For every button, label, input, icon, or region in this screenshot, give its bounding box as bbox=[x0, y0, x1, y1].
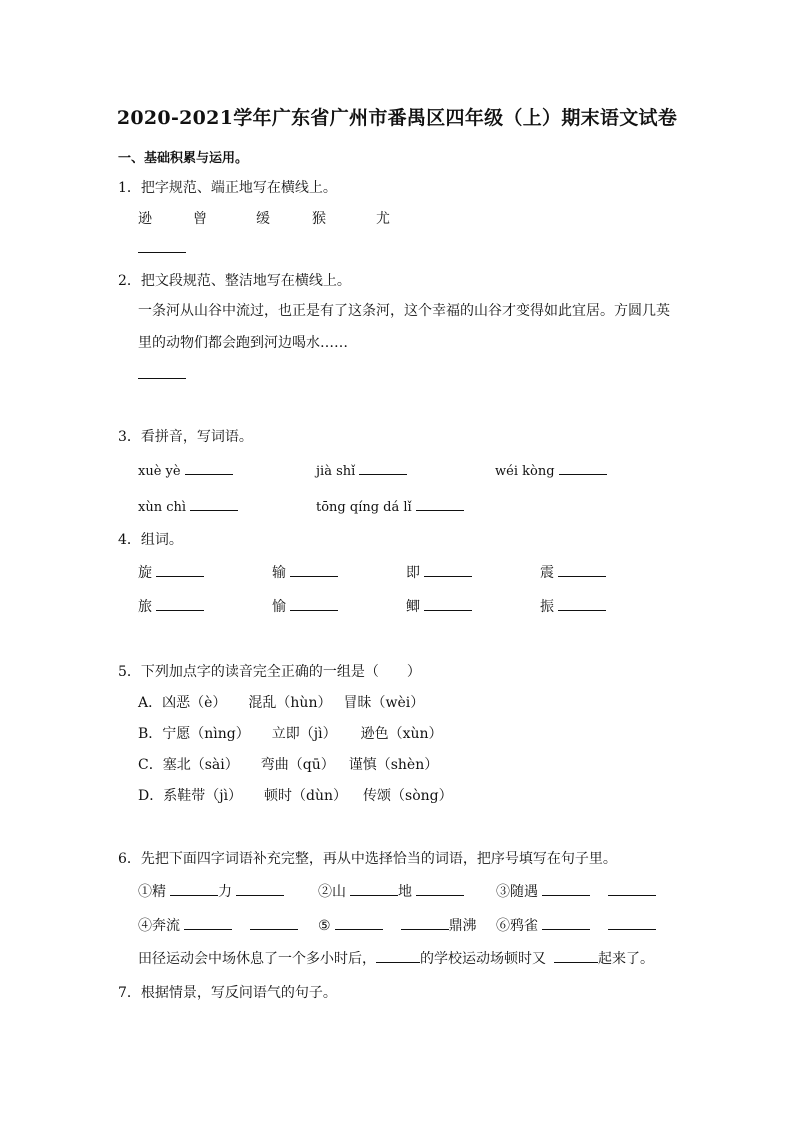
q2-answer-blank[interactable] bbox=[138, 364, 186, 379]
q3-blank[interactable] bbox=[190, 496, 238, 511]
q6-blank[interactable] bbox=[350, 881, 398, 896]
q5-option-a[interactable]: A．凶恶（è） 混乱（hùn） 冒昧（wèi） bbox=[138, 695, 425, 711]
q6-word-4: ④奔流 bbox=[138, 915, 298, 935]
q6-word-5: ⑤ 鼎沸 bbox=[318, 915, 477, 935]
q4-item bbox=[540, 562, 606, 582]
q4-char: 即 bbox=[406, 565, 420, 581]
q6-word-2: ②山 地 bbox=[318, 881, 464, 901]
q4-blank[interactable] bbox=[156, 596, 204, 611]
question-2-stem: 2．把文段规范、整洁地写在横线上。 bbox=[118, 273, 351, 289]
q4-char: 愉 bbox=[272, 599, 286, 615]
q3-item bbox=[316, 496, 464, 515]
section-heading: 一、基础积累与运用。 bbox=[118, 151, 249, 166]
q6-sentence-blank[interactable] bbox=[376, 948, 420, 963]
q1-char: 缓 bbox=[256, 211, 270, 227]
page-title: 2020-2021学年广东省广州市番禺区四年级（上）期末语文试卷 bbox=[116, 107, 678, 129]
question-5-stem: 5．下列加点字的读音完全正确的一组是（ ） bbox=[118, 664, 421, 680]
q6-word-3: ③随遇 bbox=[496, 881, 656, 901]
q4-char: 震 bbox=[540, 565, 554, 581]
q4-item bbox=[138, 596, 204, 616]
q4-char: 输 bbox=[272, 565, 286, 581]
q4-item bbox=[406, 596, 472, 616]
q2-passage-line: 里的动物们都会跑到河边喝水…… bbox=[138, 335, 348, 351]
q4-blank[interactable] bbox=[156, 562, 204, 577]
pinyin: jià shǐ bbox=[316, 464, 356, 479]
q6-blank[interactable] bbox=[401, 915, 449, 930]
q3-item bbox=[138, 460, 233, 479]
q6-blank[interactable] bbox=[250, 915, 298, 930]
q5-option-d[interactable]: D．系鞋带（jì） 顿时（dùn） 传颂（sòng） bbox=[138, 788, 453, 804]
q6-blank[interactable] bbox=[542, 915, 590, 930]
q6-blank[interactable] bbox=[170, 881, 218, 896]
pinyin: wéi kòng bbox=[495, 464, 555, 479]
q4-char: 旋 bbox=[138, 565, 152, 581]
q6-blank[interactable] bbox=[184, 915, 232, 930]
q5-option-b[interactable]: B．宁愿（nìng） 立即（jì） 逊色（xùn） bbox=[138, 726, 443, 742]
question-6-stem: 6．先把下面四字词语补充完整，再从中选择恰当的词语，把序号填写在句子里。 bbox=[118, 851, 617, 867]
q3-item bbox=[138, 496, 238, 515]
q3-blank[interactable] bbox=[416, 496, 464, 511]
q6-blank[interactable] bbox=[416, 881, 464, 896]
q5-option-c[interactable]: C．塞北（sài） 弯曲（qū） 谨慎（shèn） bbox=[138, 757, 439, 773]
q6-sentence: 田径运动会中场休息了一个多小时后， 的学校运动场顿时又 起来了。 bbox=[138, 948, 654, 968]
q1-char: 曾 bbox=[193, 211, 207, 227]
question-4-stem: 4．组词。 bbox=[118, 532, 183, 548]
q6-blank[interactable] bbox=[236, 881, 284, 896]
q6-word-1: ①精 力 bbox=[138, 881, 284, 901]
q6-blank[interactable] bbox=[542, 881, 590, 896]
question-1-stem: 1．把字规范、端正地写在横线上。 bbox=[118, 180, 337, 196]
q3-blank[interactable] bbox=[559, 460, 607, 475]
q1-char: 猴 bbox=[312, 211, 326, 227]
q6-blank[interactable] bbox=[608, 915, 656, 930]
pinyin: xùn chì bbox=[138, 500, 187, 515]
q4-blank[interactable] bbox=[558, 562, 606, 577]
q3-blank[interactable] bbox=[359, 460, 407, 475]
q4-blank[interactable] bbox=[424, 596, 472, 611]
q1-char: 逊 bbox=[138, 211, 152, 227]
q4-char: 振 bbox=[540, 599, 554, 615]
q6-blank[interactable] bbox=[608, 881, 656, 896]
q6-blank[interactable] bbox=[335, 915, 383, 930]
q4-item bbox=[406, 562, 472, 582]
q4-blank[interactable] bbox=[290, 562, 338, 577]
q6-sentence-blank[interactable] bbox=[554, 948, 598, 963]
q6-word-6: ⑥鸦雀 bbox=[496, 915, 656, 935]
q3-item bbox=[495, 460, 607, 479]
q4-item bbox=[272, 596, 338, 616]
question-7-stem: 7．根据情景，写反问语气的句子。 bbox=[118, 985, 337, 1001]
q3-item bbox=[316, 460, 407, 479]
q4-char: 鲫 bbox=[406, 599, 420, 615]
q4-blank[interactable] bbox=[290, 596, 338, 611]
q1-answer-blank[interactable] bbox=[138, 238, 186, 253]
q4-item bbox=[138, 562, 204, 582]
q1-char: 尤 bbox=[376, 211, 390, 227]
q3-blank[interactable] bbox=[185, 460, 233, 475]
q4-blank[interactable] bbox=[424, 562, 472, 577]
question-3-stem: 3．看拼音，写词语。 bbox=[118, 429, 253, 445]
q4-char: 旅 bbox=[138, 599, 152, 615]
q4-blank[interactable] bbox=[558, 596, 606, 611]
q4-item bbox=[540, 596, 606, 616]
q4-item bbox=[272, 562, 338, 582]
pinyin: tōng qíng dá lǐ bbox=[316, 500, 412, 515]
pinyin: xuè yè bbox=[138, 464, 181, 479]
q2-passage-line: 一条河从山谷中流过，也正是有了这条河，这个幸福的山谷才变得如此宜居。方圆几英 bbox=[138, 303, 670, 319]
